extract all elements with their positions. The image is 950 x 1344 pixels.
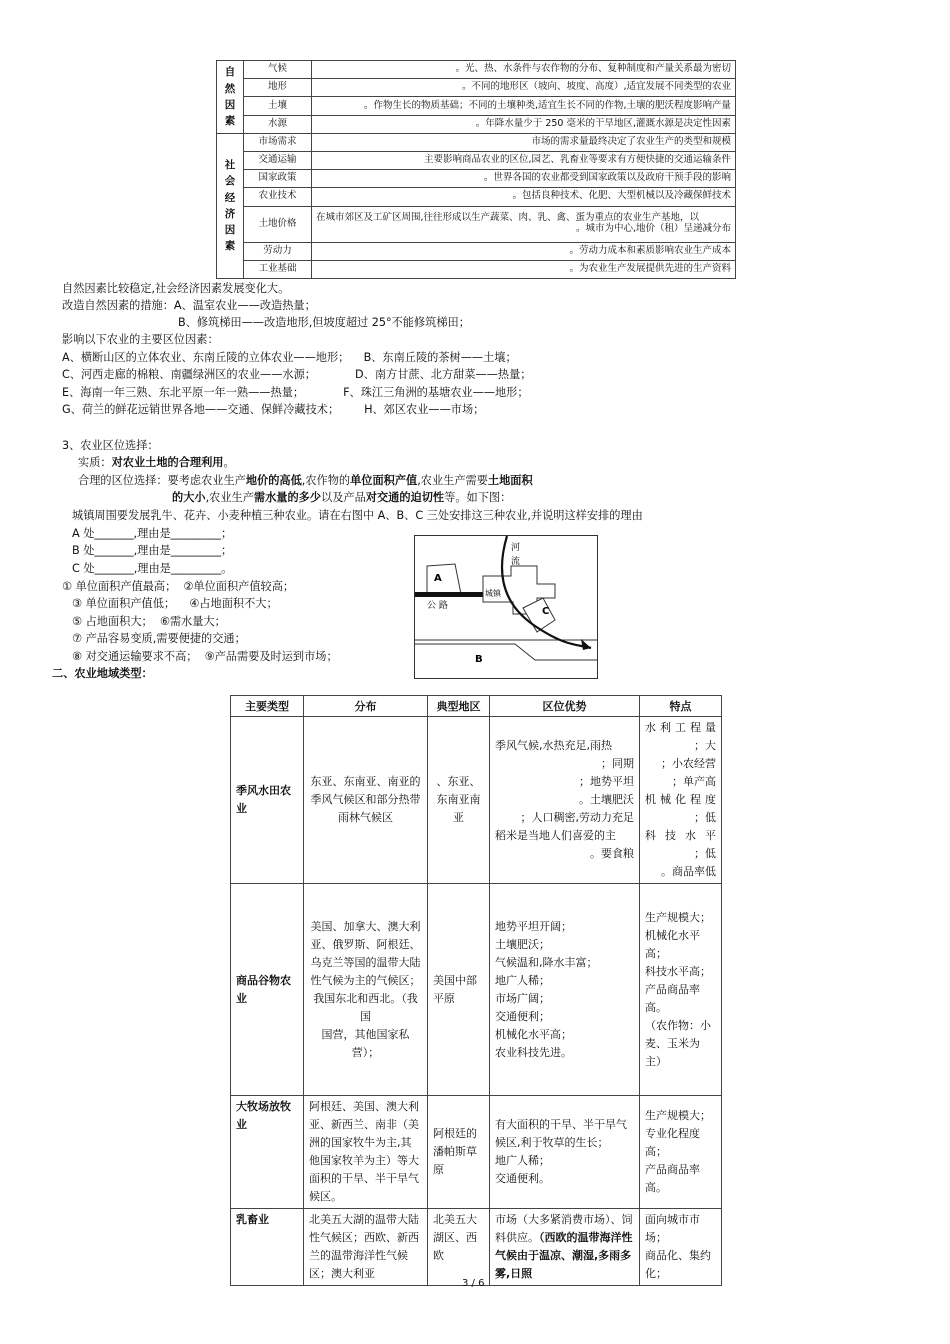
- factor-name: 气候: [244, 61, 312, 79]
- factor-name: 国家政策: [244, 170, 312, 188]
- reason-line-1: 合理的区位选择：要考虑农业生产地价的高低,农作物的单位面积产值,农业生产需要土地面积: [78, 474, 533, 487]
- answer-c: C 处_______,理由是_________。: [72, 562, 233, 575]
- location-diagram: [414, 535, 598, 679]
- factor-desc: 。包括良种技术、化肥、大型机械以及冷藏保鲜技术: [312, 188, 736, 206]
- table-row: [231, 1096, 722, 1209]
- note-line: A、横断山区的立体农业、东南丘陵的立体农业——地形； B、东南丘陵的茶树——土壤；: [62, 351, 517, 364]
- typical-region: 阿根廷的潘帕斯草原: [428, 1096, 490, 1209]
- answer-b: B 处_______,理由是_________；: [72, 544, 233, 557]
- features: 生产规模大； 专业化程度高； 产品商品率高。: [640, 1096, 722, 1209]
- area-b-outline: [415, 644, 597, 660]
- factor-name: 土地价格: [244, 206, 312, 242]
- diagram-svg: [415, 536, 597, 678]
- section-title: 3、农业区位选择：: [62, 439, 159, 452]
- factor-desc: 。光、热、水条件与农作物的分布、复种制度和产量关系最为密切: [312, 61, 736, 79]
- farming-types-table: [230, 695, 722, 1286]
- field-a: [427, 564, 461, 594]
- option-line: ⑧ 对交通运输要求不高； ⑨产品需要及时运到市场；: [72, 650, 338, 663]
- note-line: C、河西走廊的棉粮、南疆绿洲区的农业——水源； D、南方甘蔗、北方甜菜——热量；: [62, 368, 532, 381]
- label-road: 公 路: [427, 601, 448, 611]
- table-row: [231, 717, 722, 884]
- factor-name: 地形: [244, 79, 312, 97]
- note-line: 影响以下农业的主要区位因素：: [62, 333, 219, 346]
- column-header: 分布: [304, 696, 428, 717]
- type-name: 商品谷物农业: [231, 884, 304, 1096]
- natural-factors-category: 自 然 因 素: [217, 61, 244, 134]
- typical-region: 北美五大湖区、西欧: [428, 1209, 490, 1286]
- factor-name: 市场需求: [244, 133, 312, 151]
- option-line: ① 单位面积产值最高； ②单位面积产值较高；: [62, 580, 295, 593]
- factor-desc: 在城市郊区及工矿区周围,往往形成以生产蔬菜、肉、乳、禽、蛋为重点的农业生产基地，以 。城市为中心,地价（租）呈递减分布: [312, 206, 736, 242]
- factor-desc: 。劳动力成本和素质影响农业生产成本: [312, 242, 736, 260]
- option-line: ③ 单位面积产值低； ④占地面积不大；: [72, 597, 278, 610]
- advantages: 市场（大多紧消费市场）、饲料供应。（西欧的温带海洋性气候由于温凉、潮湿,多雨多雾,日照: [490, 1209, 640, 1286]
- typical-region: 美国中部平原: [428, 884, 490, 1096]
- factor-desc: 主要影响商品农业的区位,园艺、乳畜业等要求有方便快捷的交通运输条件: [312, 151, 736, 169]
- factor-name: 工业基础: [244, 260, 312, 278]
- label-town: 城镇: [485, 589, 501, 598]
- label-river-1: 河: [511, 543, 521, 553]
- label-b: B: [475, 654, 483, 665]
- type-name: 乳畜业: [231, 1209, 304, 1286]
- section-title: 二、农业地域类型：: [52, 667, 153, 680]
- note-line: 改造自然因素的措施：A、温室农业——改造热量；: [62, 299, 316, 312]
- factors-table: [216, 60, 736, 279]
- typical-region: 、东亚、东南亚南亚: [428, 717, 490, 884]
- advantages: 季风气候,水热充足,雨热 ；同期 ；地势平坦 。土壤肥沃 ；人口稠密,劳动力充足 稻米是当地人们喜爱的主 。要食粮: [490, 717, 640, 884]
- table-row: [231, 1209, 722, 1286]
- features: 面向城市市场； 商品化、集约化；: [640, 1209, 722, 1286]
- factor-name: 土壤: [244, 97, 312, 115]
- advantages: 有大面积的干旱、半干旱气候区,利于牧草的生长； 地广人稀； 交通便利。: [490, 1096, 640, 1209]
- column-header: 主要类型: [231, 696, 304, 717]
- factor-name: 农业技术: [244, 188, 312, 206]
- note-line: 自然因素比较稳定,社会经济因素发展变化大。: [62, 282, 290, 295]
- label-c: C: [542, 606, 550, 617]
- factor-desc: 。年降水量少于 250 毫米的干旱地区,灌溉水源是决定性因素: [312, 115, 736, 133]
- distribution: 美国、加拿大、澳大利 亚、俄罗斯、阿根廷、 乌克兰等国的温带大陆 性气候为主的气候区； 我国东北和西北。（我国 国营，其他国家私营）；: [304, 884, 428, 1096]
- distribution: 东亚、东南亚、南亚的季风气候区和部分热带雨林气候区: [304, 717, 428, 884]
- road: [415, 592, 493, 597]
- type-name: 季风水田农业: [231, 717, 304, 884]
- factor-desc: 。不同的地形区（坡向、坡度、高度）,适宜发展不同类型的农业: [312, 79, 736, 97]
- answer-a: A 处_______,理由是_________；: [72, 527, 233, 540]
- distribution: 阿根廷、美国、澳大利亚、新西兰、南非（美洲的国家牧牛为主,其他国家牧羊为主）等大面积的干旱、半干旱气候区。: [304, 1096, 428, 1209]
- note-line: E、海南一年三熟、东北平原一年一熟——热量； F、珠江三角洲的基塘农业——地形；: [62, 386, 529, 399]
- factor-desc: 市场的需求量最终决定了农业生产的类型和规模: [312, 133, 736, 151]
- reason-line-2: 的大小,农业生产需水量的多少以及产品对交通的迫切性等。如下图：: [172, 491, 512, 504]
- river-arrow: [581, 639, 591, 650]
- column-header: 特点: [640, 696, 722, 717]
- label-a: A: [434, 573, 442, 584]
- note-line: G、荷兰的鲜花远销世界各地——交通、保鲜冷藏技术； H、郊区农业——市场；: [62, 403, 485, 416]
- page-number: 3 / 6: [462, 1278, 485, 1289]
- factor-name: 劳动力: [244, 242, 312, 260]
- advantages: 地势平坦开阔； 土壤肥沃； 气候温和,降水丰富； 地广人稀； 市场广阔； 交通便利； 机械化水平高； 农业科技先进。: [490, 884, 640, 1096]
- column-header: 典型地区: [428, 696, 490, 717]
- factor-desc: 。作物生长的物质基础；不同的土壤种类,适宜生长不同的作物,土壤的肥沃程度影响产量: [312, 97, 736, 115]
- features: 水利工程量 ；大 ；小农经营 ；单产高 机械化程度 ；低 科 技 水 平 ；低 。商品率低: [640, 717, 722, 884]
- column-header: 区位优势: [490, 696, 640, 717]
- factor-desc: 。世界各国的农业都受到国家政策以及政府干预手段的影响: [312, 170, 736, 188]
- table-row: [231, 884, 722, 1096]
- essence-line: 实质：对农业土地的合理利用。: [78, 456, 235, 469]
- features: 生产规模大； 机械化水平高； 科技水平高； 产品商品率高。 （农作物：小麦、玉米为主）: [640, 884, 722, 1096]
- distribution: 北美五大湖的温带大陆性气候区；西欧、新西兰的温带海洋性气候区；澳大利亚: [304, 1209, 428, 1286]
- factor-name: 水源: [244, 115, 312, 133]
- note-line: B、修筑梯田——改造地形,但坡度超过 25°不能修筑梯田；: [178, 316, 470, 329]
- social-factors-category: 社 会 经 济 因 素: [217, 133, 244, 278]
- option-line: ⑤ 占地面积大； ⑥需水量大；: [72, 615, 226, 628]
- factor-name: 交通运输: [244, 151, 312, 169]
- type-name: 大牧场放牧业: [231, 1096, 304, 1209]
- factor-desc: 。为农业生产发展提供先进的生产资料: [312, 260, 736, 278]
- question-line: 城镇周围要发展乳牛、花卉、小麦种植三种农业。请在右图中 A、B、C 三处安排这三种农业,并说明这样安排的理由: [72, 509, 643, 522]
- option-line: ⑦ 产品容易变质,需要便捷的交通；: [72, 632, 246, 645]
- label-river-2: 流: [511, 557, 521, 567]
